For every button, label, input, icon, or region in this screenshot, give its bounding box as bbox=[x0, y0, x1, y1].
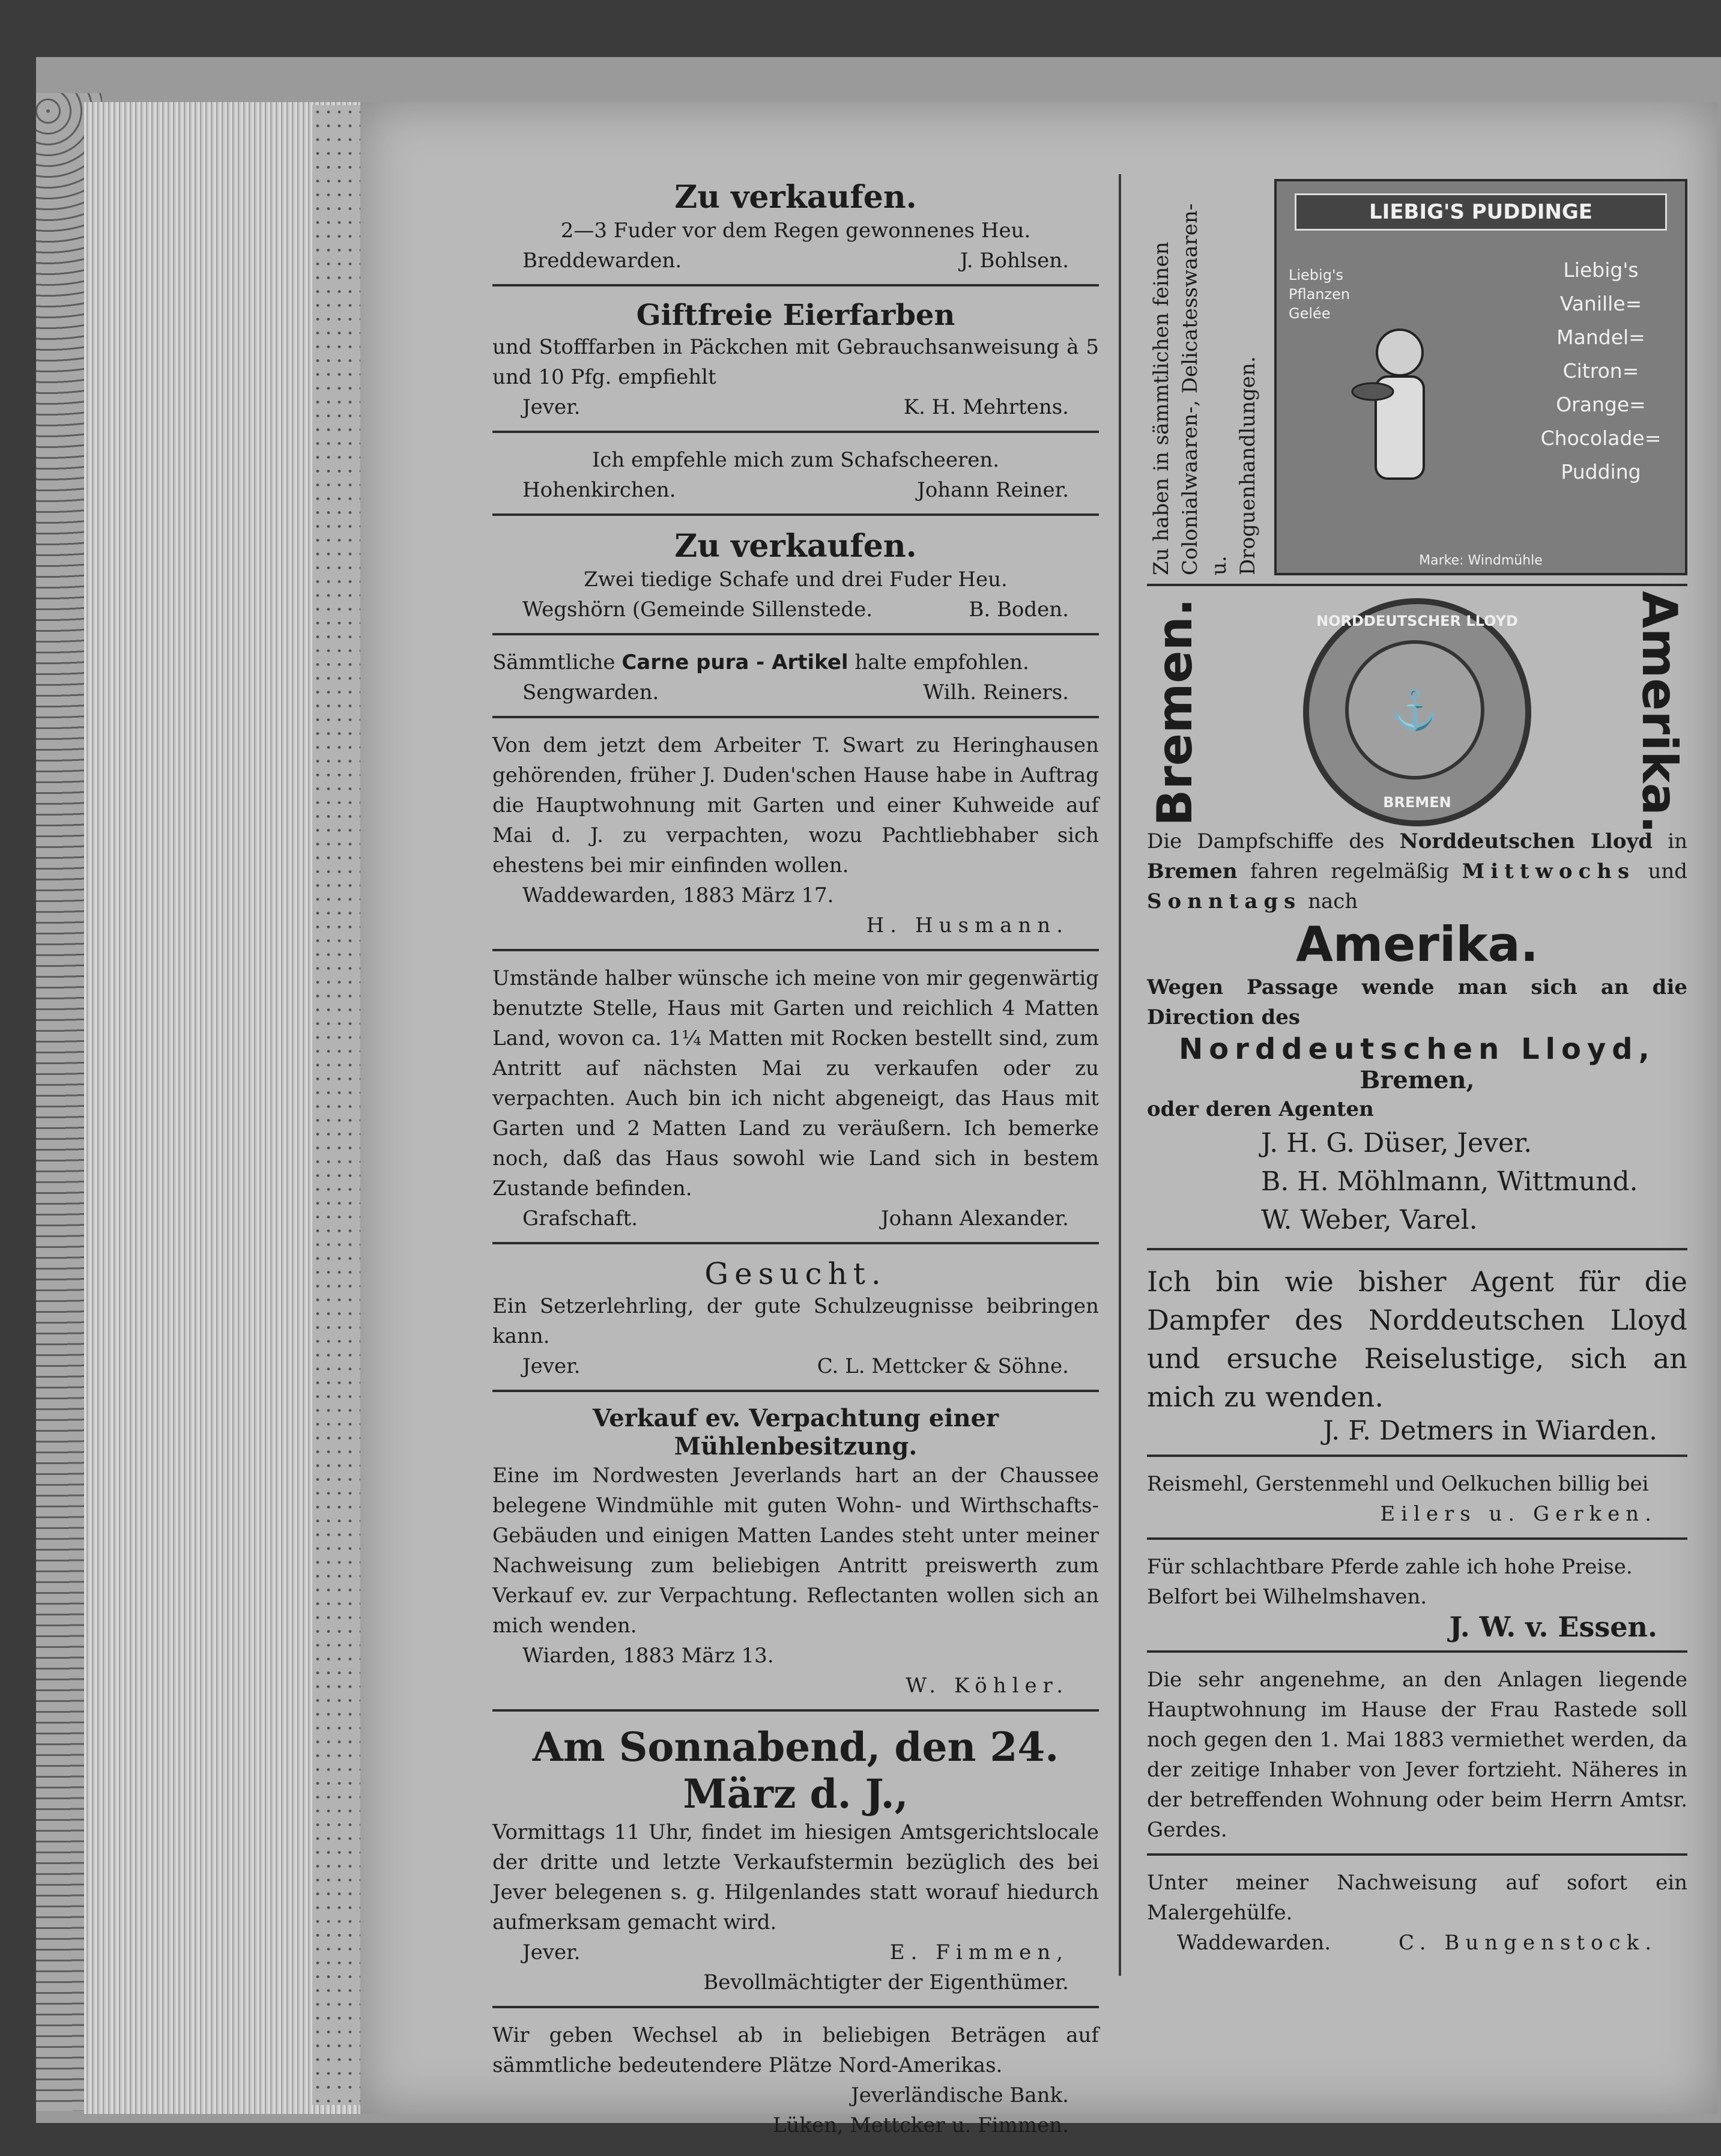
ad-zu-verkaufen-2 bbox=[492, 523, 1099, 635]
ad-essen bbox=[1147, 1547, 1687, 1653]
ad-norddeutscher-lloyd bbox=[1147, 593, 1687, 1250]
flavour-item: Liebig's bbox=[1563, 258, 1639, 282]
lloyd-agent: J. H. G. Düser, Jever. bbox=[1261, 1128, 1532, 1158]
ad-role: Bevollmächtigter der Eigenthümer. bbox=[703, 1970, 1069, 1994]
anchor-icon: ⚓ bbox=[1345, 640, 1484, 780]
ad-detmers bbox=[1147, 1258, 1687, 1457]
ad-place: Grafschaft. bbox=[522, 1207, 638, 1231]
lloyd-text-3: Wegen Passage wende man sich an die Direction des bbox=[1147, 975, 1687, 1029]
lloyd-big-title: Amerika. bbox=[1296, 916, 1538, 972]
ad-signature: C. Bungenstock. bbox=[1398, 1931, 1657, 1955]
lloyd-text-1c: in bbox=[1668, 829, 1687, 853]
ad-signature: J. F. Detmers in Wiarden. bbox=[1323, 1416, 1657, 1446]
ad-place: Jever. bbox=[522, 395, 581, 419]
ad-signature: J. W. v. Essen. bbox=[1449, 1611, 1657, 1643]
ad-gesucht bbox=[492, 1252, 1099, 1392]
lloyd-text-1a: Die Dampfschiffe des bbox=[1147, 829, 1385, 853]
lloyd-text-2a: Bremen bbox=[1147, 859, 1238, 883]
ad-text: Die sehr angenehme, an den Anlagen liegende Hauptwohnung im Hause der Frau Rastede soll noch gegen den 1. Mai 1883 vermiethet werden, da der zeitige Inhaber von Jever fortzieht. Näheres in der betreffenden Wohnung oder beim Herrn Amtsr. Gerdes. bbox=[1147, 1668, 1687, 1842]
ad-text: Von dem jetzt dem Arbeiter T. Swart zu Heringhausen gehörenden, früher J. Duden'schen Hause habe in Auftrag die Hauptwohnung mit Garten und einer Kuhweide auf Mai d. J. zu verpachten, wozu Pachtliebhaber sich ehestens bei mir einfinden wollen. bbox=[492, 733, 1099, 877]
ad-place: Sengwarden. bbox=[522, 680, 659, 704]
ad-text: Reismehl, Gerstenmehl und Oelkuchen billig bei bbox=[1147, 1472, 1649, 1496]
ad-signature: J. Bohlsen. bbox=[960, 249, 1069, 273]
lloyd-seal bbox=[1303, 598, 1531, 826]
ad-text: 2—3 Fuder vor dem Regen gewonnenes Heu. bbox=[560, 219, 1031, 243]
ad-text: Unter meiner Nachweisung auf sofort ein Malergehülfe. bbox=[1147, 1871, 1687, 1925]
ad-signature: E. Fimmen, bbox=[889, 1940, 1069, 1964]
ad-rastede bbox=[1147, 1660, 1687, 1856]
ad-text: Für schlachtbare Pferde zahle ich hohe Preise. bbox=[1147, 1555, 1633, 1579]
lloyd-agent: W. Weber, Varel. bbox=[1261, 1205, 1478, 1235]
ad-text: Zwei tiedige Schafe und drei Fuder Heu. bbox=[584, 568, 1008, 592]
flavour-item: Vanille= bbox=[1559, 292, 1642, 315]
liebig-side-text bbox=[1147, 179, 1262, 575]
ad-title: Zu verkaufen. bbox=[674, 179, 917, 216]
liebig-side-line3: Droguenhandlungen. bbox=[1236, 356, 1260, 575]
speckled-edge bbox=[312, 105, 360, 2105]
ad-zu-verkaufen-1 bbox=[492, 174, 1099, 286]
ad-signature: B. Boden. bbox=[969, 598, 1069, 622]
ad-title-line2: Mühlenbesitzung. bbox=[674, 1432, 918, 1461]
lloyd-text-2d: und bbox=[1648, 859, 1687, 883]
flavour-item: Citron= bbox=[1562, 359, 1639, 383]
ad-place: Hohenkirchen. bbox=[522, 478, 676, 502]
ad-carne-pura bbox=[492, 643, 1099, 718]
liebig-side-line1: Zu haben in sämmtlichen feinen bbox=[1149, 241, 1173, 575]
seal-ring-top: NORDDEUTSCHER LLOYD bbox=[1316, 613, 1518, 629]
ad-signature: H. Husmann. bbox=[866, 913, 1069, 937]
ad-text: Ich empfehle mich zum Schafscheeren. bbox=[591, 448, 1000, 472]
ad-bank: Jeverländische Bank. bbox=[851, 2083, 1069, 2107]
ad-text-post: halte empfohlen. bbox=[854, 650, 1029, 674]
ad-signature: Eilers u. Gerken. bbox=[1380, 1502, 1657, 1526]
ad-text: Ich bin wie bisher Agent für die Dampfer des Norddeutschen Lloyd und ersuche Reiselustige, sich an mich zu wenden. bbox=[1147, 1265, 1687, 1413]
lloyd-text-1b: Norddeutschen Lloyd bbox=[1399, 829, 1653, 853]
ad-signature: Johann Reiner. bbox=[917, 478, 1069, 502]
ad-signature: Wilh. Reiners. bbox=[923, 680, 1069, 704]
ad-title: Giftfreie Eierfarben bbox=[636, 298, 955, 332]
ad-umstaende bbox=[492, 958, 1099, 1244]
ad-place: Belfort bei Wilhelmshaven. bbox=[1147, 1585, 1427, 1609]
ad-text: und Stofffarben in Päckchen mit Gebrauchsanweisung à 5 und 10 Pfg. empfiehlt bbox=[492, 335, 1099, 389]
flavour-item: Orange= bbox=[1556, 393, 1646, 416]
lloyd-city: Bremen, bbox=[1360, 1066, 1475, 1094]
right-column bbox=[1147, 174, 1687, 1973]
seal-ring-bottom: BREMEN bbox=[1383, 794, 1451, 811]
liebig-small-text bbox=[1289, 265, 1350, 323]
flavour-item: Chocolade= bbox=[1540, 426, 1662, 450]
ad-date: Waddewarden, 1883 März 17. bbox=[522, 883, 834, 907]
ad-heringhausen bbox=[492, 725, 1099, 951]
ad-text-pre: Sämmtliche bbox=[492, 650, 616, 674]
ad-title: Zu verkaufen. bbox=[674, 528, 917, 565]
liebig-side-line2: Colonialwaaren-, Delicatesswaaren- u. bbox=[1178, 203, 1231, 575]
ad-text: Wir geben Wechsel ab in beliebigen Beträgen auf sämmtliche bedeutendere Plätze Nord-Amerikas. bbox=[492, 2023, 1099, 2077]
ad-liebig bbox=[1147, 174, 1687, 586]
lloyd-agent: B. H. Möhlmann, Wittmund. bbox=[1261, 1166, 1638, 1197]
newspaper-page bbox=[360, 102, 1717, 2137]
liebig-small-1: Liebig's bbox=[1289, 267, 1344, 283]
ad-title: Gesucht. bbox=[704, 1256, 887, 1291]
ad-place: Jever. bbox=[522, 1940, 581, 1964]
lloyd-left-text: Bremen. bbox=[1147, 598, 1203, 826]
flavour-item: Pudding bbox=[1561, 460, 1641, 483]
lloyd-text-2f: nach bbox=[1308, 889, 1358, 913]
ad-text: Eine im Nordwesten Jeverlands hart an der Chaussee belegene Windmühle mit guten Wohn- und Wirthschafts-Gebäuden und einigen Matten Landes steht unter meiner Nachweisung zum beliebigen Antritt preiswerth zum Verkauf ev. zur Verpachtung. Reflectanten wollen sich an mich wenden. bbox=[492, 1464, 1099, 1638]
ad-bungenstock bbox=[1147, 1863, 1687, 1966]
ad-place: Wegshörn (Gemeinde Sillenstede. bbox=[522, 598, 873, 622]
ad-title-line1: Am Sonnabend, den 24. bbox=[532, 1724, 1059, 1770]
ad-muehle bbox=[492, 1399, 1099, 1712]
ad-signature: W. Köhler. bbox=[906, 1674, 1069, 1698]
ad-text: Ein Setzerlehrling, der gute Schulzeugnisse beibringen kann. bbox=[492, 1294, 1099, 1348]
lloyd-company: Norddeutschen Lloyd, bbox=[1179, 1032, 1656, 1066]
lloyd-text-2c: Mittwochs bbox=[1462, 859, 1636, 883]
ad-signature: Lüken, Mettcker u. Fimmen. bbox=[772, 2113, 1069, 2137]
ad-eierfarben bbox=[492, 294, 1099, 433]
ad-date: Wiarden, 1883 März 13. bbox=[522, 1644, 774, 1668]
column-rule bbox=[1119, 174, 1121, 1976]
liebig-trademark: Marke: Windmühle bbox=[1419, 553, 1543, 568]
ad-place: Waddewarden. bbox=[1177, 1931, 1331, 1955]
lloyd-text-2b: fahren regelmäßig bbox=[1250, 859, 1450, 883]
ad-title-line2: März d. J., bbox=[683, 1770, 909, 1817]
ad-eilers bbox=[1147, 1464, 1687, 1540]
liebig-illustration bbox=[1274, 179, 1687, 575]
ad-sonnabend bbox=[492, 1719, 1099, 2008]
liebig-banner: LIEBIG'S PUDDINGE bbox=[1295, 193, 1667, 231]
ad-place: Jever. bbox=[522, 1354, 581, 1378]
ad-title-line1: Verkauf ev. Verpachtung einer bbox=[592, 1404, 999, 1432]
lloyd-right-text: Amerika. bbox=[1632, 591, 1687, 834]
ad-place: Breddewarden. bbox=[522, 249, 682, 273]
ad-wechsel bbox=[492, 2015, 1099, 2149]
liebig-small-3: Gelée bbox=[1289, 305, 1331, 322]
left-column bbox=[492, 174, 1099, 2156]
ad-signature: C. L. Mettcker & Söhne. bbox=[817, 1354, 1069, 1378]
ad-text-bold: Carne pura - Artikel bbox=[622, 650, 848, 674]
ad-signature: K. H. Mehrtens. bbox=[903, 395, 1069, 419]
liebig-small-2: Pflanzen bbox=[1289, 286, 1350, 303]
ad-schafscheeren bbox=[492, 440, 1099, 516]
ad-text: Vormittags 11 Uhr, findet im hiesigen Amtsgerichtslocale der dritte und letzte Verkaufstermin bezüglich des bei Jever belegenen s. g. Hilgenlandes statt worauf hiedurch aufmerksam gemacht wird. bbox=[492, 1820, 1099, 1934]
lloyd-text-2e: Sonntags bbox=[1147, 889, 1302, 913]
chef-figure-icon bbox=[1349, 319, 1451, 500]
ad-text: Umstände halber wünsche ich meine von mir gegenwärtig benutzte Stelle, Haus mit Garten und reichlich 4 Matten Land, wovon ca. 1¼ Matten mit Rocken bestellt sind, zum Antritt auf nächsten Mai zu verkaufen oder zu verpachten. Auch bin ich nicht abgeneigt, das Haus mit Garten und 2 Matten Land zu veräußern. Ich bemerke noch, daß das Haus sowohl wie Land sich in bestem Zustande befinden. bbox=[492, 966, 1099, 1201]
liebig-flavours bbox=[1529, 253, 1673, 489]
ad-signature: Johann Alexander. bbox=[881, 1207, 1069, 1231]
flavour-item: Mandel= bbox=[1556, 326, 1645, 349]
lloyd-agents-intro: oder deren Agenten bbox=[1147, 1097, 1374, 1121]
